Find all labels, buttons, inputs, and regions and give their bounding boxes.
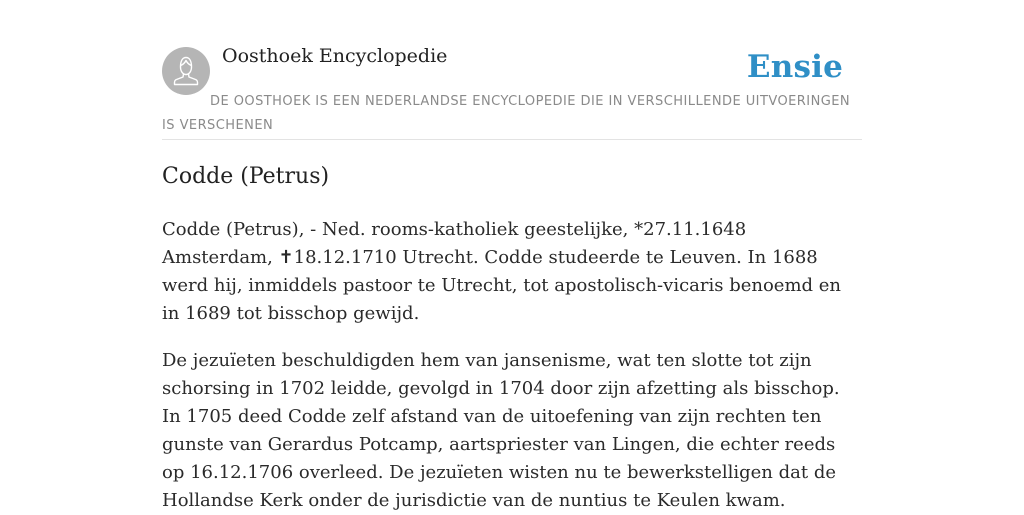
source-avatar[interactable] (162, 47, 210, 95)
source-name-link[interactable]: Oosthoek Encyclopedie (222, 45, 448, 67)
article-paragraph: Codde (Petrus), - Ned. rooms-katholiek geestelijke, *27.11.1648 Amsterdam, ✝18.12.1710 Utrecht. Codde studeerde te Leuven. In 1688 werd hij, inmiddels pastoor te Utrecht, tot apostolisch-vicaris benoemd en in 1689 tot bisschop gewijd. (162, 219, 842, 324)
page (162, 0, 862, 511)
article-title: Codde (Petrus) (162, 164, 330, 189)
source-tagline: DE OOSTHOEK IS EEN NEDERLANDSE ENCYCLOPEDIE DIE IN VERSCHILLENDE UITVOERINGEN IS VERSCHENEN (162, 94, 851, 133)
ensie-logo[interactable]: Ensie (746, 49, 843, 85)
user-silhouette-icon (162, 47, 210, 95)
source-header (162, 0, 862, 140)
article-paragraph: De jezuïeten beschuldigden hem van jansenisme, wat ten slotte tot zijn schorsing in 1702 leidde, gevolgd in 1704 door zijn afzetting als bisschop. In 1705 deed Codde zelf afstand van de uitoefening van zijn rechten ten gunste van Gerardus Potcamp, aartspriester van Lingen, die echter reeds op 16.12.1706 overleed. De jezuïeten wisten nu te bewerkstelligen dat de Hollandse Kerk onder de jurisdictie van de nuntius te Keulen kwam. (162, 350, 840, 511)
